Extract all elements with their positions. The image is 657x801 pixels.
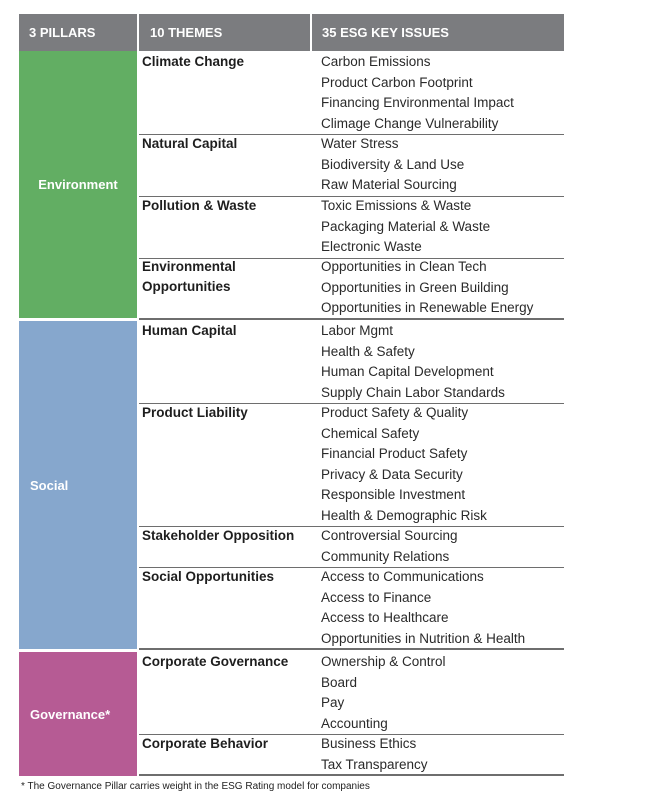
esg-key-issue: Access to Communications xyxy=(321,569,484,584)
theme-name: Corporate Behavior xyxy=(142,736,269,751)
esg-key-issue: Opportunities in Nutrition & Health xyxy=(321,630,526,646)
theme-name: Social Opportunities xyxy=(142,569,275,584)
theme-name: Human Capital xyxy=(142,323,237,338)
esg-key-issue: Water Stress xyxy=(321,136,399,151)
esg-key-issue: Climage Change Vulnerability xyxy=(321,115,499,131)
esg-key-issue: Controversial Sourcing xyxy=(321,528,458,543)
esg-key-issue: Financing Environmental Impact xyxy=(321,95,514,110)
pillar-social xyxy=(19,321,137,649)
esg-key-issue: Biodiversity & Land Use xyxy=(321,156,465,172)
theme-name: Environmental Opportunities xyxy=(142,259,236,294)
theme-name: Stakeholder Opposition xyxy=(142,528,295,543)
esg-key-issue: Community Relations xyxy=(321,548,450,564)
esg-key-issue: Labor Mgmt xyxy=(321,323,394,338)
theme-group xyxy=(139,195,564,259)
theme-name: Corporate Governance xyxy=(142,654,289,669)
esg-key-issue: Financial Product Safety xyxy=(321,446,468,461)
pillar-governance xyxy=(19,652,137,776)
header-themes: 10 THEMES xyxy=(139,14,310,51)
esg-key-issue: Supply Chain Labor Standards xyxy=(321,384,505,400)
esg-key-issue: Business Ethics xyxy=(321,736,417,751)
esg-key-issue: Privacy & Data Security xyxy=(321,466,463,482)
esg-key-issue: Opportunities in Clean Tech xyxy=(321,259,487,274)
theme-group xyxy=(139,256,564,320)
esg-key-issue: Packaging Material & Waste xyxy=(321,218,491,234)
esg-key-issue: Accounting xyxy=(321,715,388,731)
theme-name: Natural Capital xyxy=(142,136,238,151)
esg-key-issue: Opportunities in Green Building xyxy=(321,279,509,295)
pillar-label: Social xyxy=(30,477,69,493)
theme-group xyxy=(139,566,564,650)
header-pillars: 3 PILLARS xyxy=(19,14,137,51)
esg-key-issue: Access to Finance xyxy=(321,589,432,605)
esg-key-issue: Board xyxy=(321,674,358,690)
esg-key-issue: Pay xyxy=(321,695,345,710)
esg-key-issue: Human Capital Development xyxy=(321,364,494,379)
pillar-label: Environment xyxy=(38,177,118,192)
esg-key-issue: Responsible Investment xyxy=(321,487,466,502)
theme-group xyxy=(139,51,564,135)
pillar-label: Governance* xyxy=(30,706,111,722)
theme-group xyxy=(139,133,564,197)
esg-key-issue: Health & Demographic Risk xyxy=(321,507,487,523)
theme-group xyxy=(139,525,564,568)
theme-group xyxy=(139,320,564,404)
esg-key-issue: Electronic Waste xyxy=(321,239,422,254)
theme-group xyxy=(139,402,564,527)
esg-key-issue: Tax Transparency xyxy=(321,756,428,772)
header-issues: 35 ESG KEY ISSUES xyxy=(312,14,564,51)
theme-group xyxy=(139,733,564,776)
pillar-environment xyxy=(19,51,137,318)
theme-name: Pollution & Waste xyxy=(142,198,257,213)
theme-name: Climate Change xyxy=(142,54,245,69)
esg-key-issue: Chemical Safety xyxy=(321,425,420,441)
theme-group xyxy=(139,651,564,735)
esg-key-issue: Ownership & Control xyxy=(321,654,446,669)
footnote: * The Governance Pillar carries weight in the ESG Rating model for companies xyxy=(21,781,370,792)
esg-key-issue: Raw Material Sourcing xyxy=(321,177,457,192)
esg-key-issue: Carbon Emissions xyxy=(321,54,431,69)
esg-key-issue: Access to Healthcare xyxy=(321,610,449,625)
esg-key-issue: Product Safety & Quality xyxy=(321,405,469,420)
esg-key-issue: Opportunities in Renewable Energy xyxy=(321,300,534,315)
esg-key-issue: Health & Safety xyxy=(321,343,415,359)
esg-key-issue: Product Carbon Footprint xyxy=(321,74,473,90)
esg-key-issue: Toxic Emissions & Waste xyxy=(321,198,472,213)
theme-name: Product Liability xyxy=(142,405,248,420)
